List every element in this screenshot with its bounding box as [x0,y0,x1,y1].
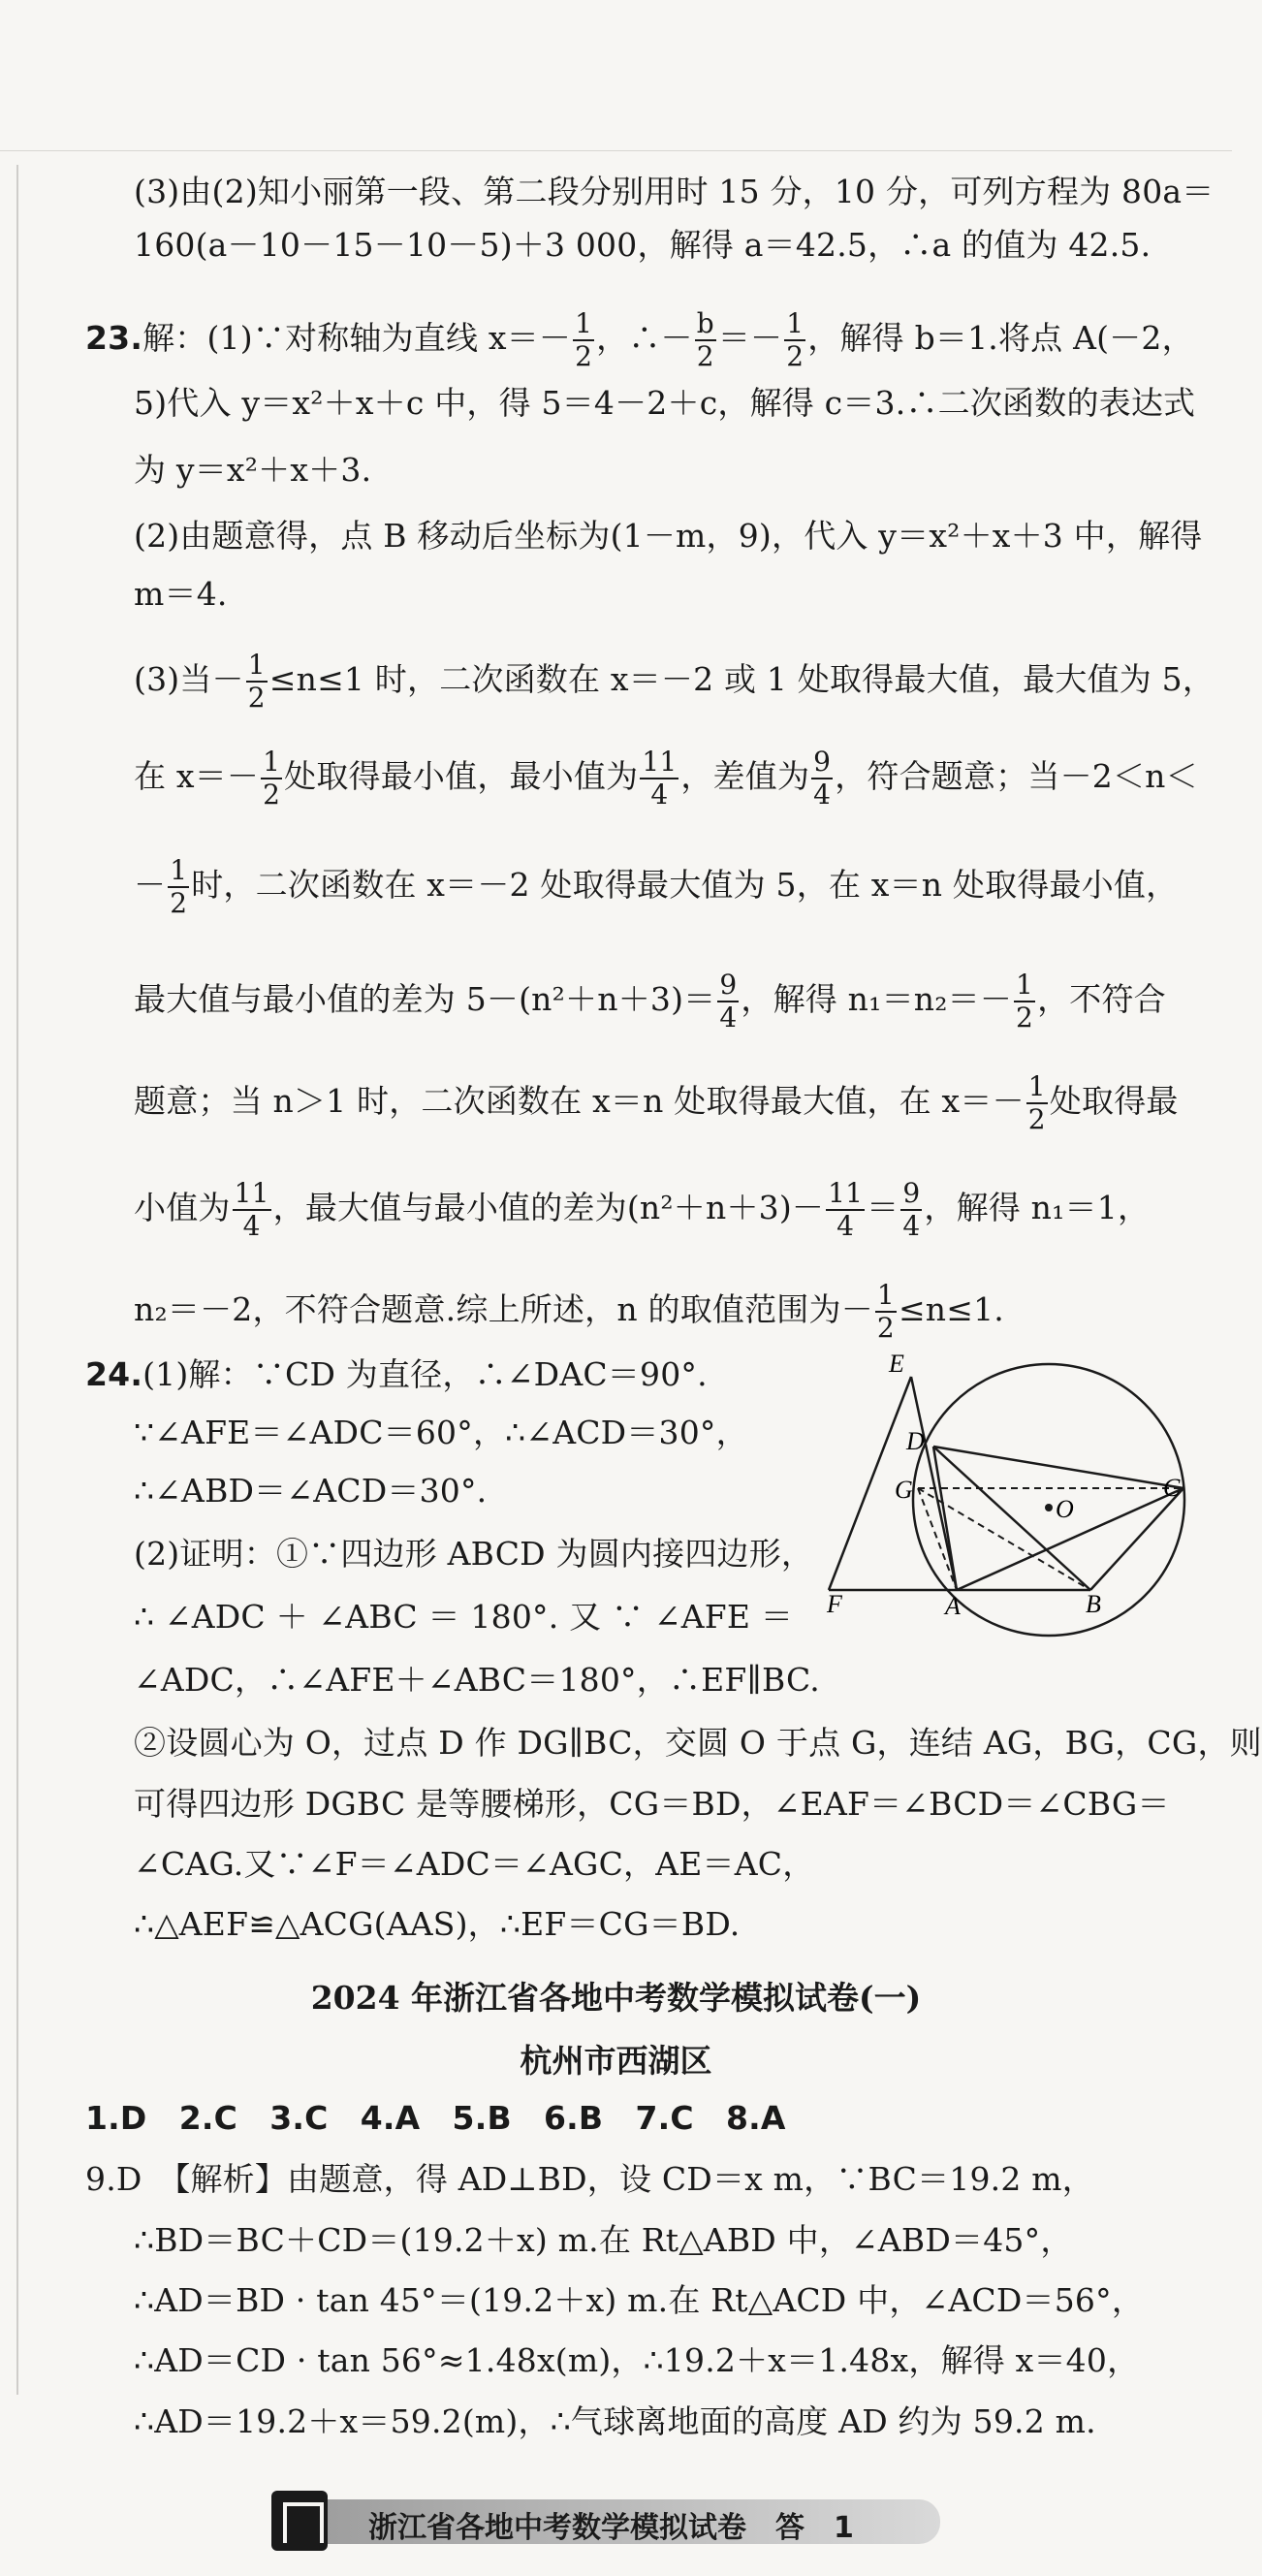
answer-key: 1.D 2.C 3.C 4.A 5.B 6.B 7.C 8.A [85,2099,786,2137]
label-g: G [895,1476,913,1504]
question-number: 24. [85,1355,143,1393]
section-subtitle: 杭州市西湖区 [520,2042,712,2080]
label-b: B [1086,1590,1101,1618]
fraction: $\frac{11}{4}$ [234,1177,269,1242]
fraction: $\frac{1}{2}$ [1016,969,1034,1034]
label-c: C [1163,1474,1181,1502]
section-title: 2024 年浙江省各地中考数学模拟试卷(一) [310,1979,922,2017]
q22-line-1: (3)由(2)知小丽第一段、第二段分别用时 15 分，10 分，可列方程为 80a＝ [134,173,1215,210]
q23-line-4: (2)由题意得，点 B 移动后坐标为(1－m，9)，代入 y＝x²＋x＋3 中，解得 [134,517,1203,555]
label-d: D [906,1427,925,1455]
fraction: $\frac{b}{2}$ [696,307,714,372]
fraction: $\frac{1}{2}$ [876,1279,895,1344]
q9-line-3: ∴AD＝BD · tan 45°＝(19.2＋x) m.在 Rt△ACD 中，∠ACD＝56°， [134,2281,1145,2319]
q9-line-4: ∴AD＝CD · tan 56°≈1.48x(m)，∴19.2＋x＝1.48x，解得 x＝40， [134,2341,1140,2379]
q23-line-5: m＝4. [134,575,228,613]
fraction: $\frac{11}{4}$ [642,746,678,811]
geometry-figure [827,1350,1187,1620]
fraction: $\frac{1}{2}$ [1027,1070,1046,1135]
question-number: 23. [85,319,143,357]
q23-line-12: n₂＝－2，不符合题意.综上所述，n 的取值范围为－ $\frac{1}{2}$ ≤n≤1. [134,1279,1004,1344]
q23-line-6: (3)当－ $\frac{1}{2}$ ≤n≤1 时，二次函数在 x＝－2 或 1 处取得最大值，最大值为 5， [134,649,1215,714]
q24-line-8: 可得四边形 DGBC 是等腰梯形，CG＝BD，∠EAF＝∠BCD＝∠CBG＝ [134,1785,1170,1823]
q23-line-2: 5)代入 y＝x²＋x＋c 中，得 5＝4－2＋c，解得 c＝3.∴二次函数的表达式 [134,384,1196,422]
q24-line-6: ∠ADC，∴∠AFE＋∠ABC＝180°，∴EF∥BC. [134,1661,820,1699]
q23-line-11: 小值为 $\frac{11}{4}$ ，最大值与最小值的差为(n²＋n＋3)－ $\frac{11}{4}$ ＝ $\frac{9}{4}$ ，解得 n₁＝1， [134,1177,1151,1242]
fraction: $\frac{9}{4}$ [719,969,738,1034]
label-e: E [889,1350,904,1378]
top-rule [0,150,1232,151]
q23-line-3: 为 y＝x²＋x＋3. [134,451,372,489]
fraction: $\frac{11}{4}$ [828,1177,864,1242]
q23-line-7: 在 x＝－ $\frac{1}{2}$ 处取得最小值，最小值为 $\frac{11}{4}$ ，差值为 $\frac{9}{4}$ ，符合题意；当－2＜n＜ [134,746,1198,811]
q9-line-2: ∴BD＝BC＋CD＝(19.2＋x) m.在 Rt△ABD 中，∠ABD＝45°， [134,2221,1073,2259]
q24-line-10: ∴△AEF≌△ACG(AAS)，∴EF＝CG＝BD. [134,1905,741,1943]
fraction: $\frac{9}{4}$ [813,746,832,811]
q23-line-1: 23.解：(1)∵对称轴为直线 x＝－ $\frac{1}{2}$ ，∴－ $\frac{b}{2}$ ＝－ $\frac{1}{2}$ ，解得 b＝1.将点 A(－2， [85,307,1194,372]
fraction: $\frac{1}{2}$ [263,746,281,811]
q24-line-7: ②设圆心为 O，过点 D 作 DG∥BC，交圆 O 于点 G，连结 AG，BG，CG，则 [134,1724,1262,1762]
q22-line-2: 160(a－10－15－10－5)＋3 000，解得 a＝42.5，∴a 的值为 42.5. [134,226,1152,264]
label-f: F [827,1590,842,1618]
q23-line-8: － $\frac{1}{2}$ 时，二次函数在 x＝－2 处取得最大值为 5，在 x＝n 处取得最小值， [134,854,1179,919]
footer-text: 浙江省各地中考数学模拟试卷 答 1 [368,2511,854,2545]
q24-line-9: ∠CAG.又∵∠F＝∠ADC＝∠AGC，AE＝AC， [134,1845,815,1883]
q24-line-5: ∴ ∠ADC ＋ ∠ABC ＝ 180°. 又 ∵ ∠AFE ＝ [134,1598,794,1636]
q23-line-10: 题意；当 n＞1 时，二次函数在 x＝n 处取得最大值，在 x＝－ $\frac{1}{2}$ 处取得最 [134,1070,1179,1135]
logo-icon [271,2491,328,2551]
q24-line-1: 24.(1)解：∵CD 为直径，∴∠DAC＝90°. [85,1355,708,1393]
q24-line-3: ∴∠ABD＝∠ACD＝30°. [134,1472,488,1510]
q9-line-5: ∴AD＝19.2＋x＝59.2(m)，∴气球离地面的高度 AD 约为 59.2 m. [134,2402,1096,2440]
q24-line-2: ∵∠AFE＝∠ADC＝60°，∴∠ACD＝30°， [134,1414,748,1451]
q9-line-1: 9.D 【解析】由题意，得 AD⊥BD，设 CD＝x m，∵BC＝19.2 m， [85,2160,1094,2198]
label-a: A [945,1592,961,1620]
q23-line-9: 最大值与最小值的差为 5－(n²＋n＋3)＝ $\frac{9}{4}$ ，解得 n₁＝n₂＝－ $\frac{1}{2}$ ，不符合 [134,969,1166,1034]
fraction: $\frac{1}{2}$ [170,854,188,919]
fraction: $\frac{1}{2}$ [786,307,805,372]
fraction: $\frac{9}{4}$ [902,1177,921,1242]
fraction: $\frac{1}{2}$ [247,649,266,714]
label-o: O [1056,1495,1074,1523]
q24-line-4: (2)证明：①∵四边形 ABCD 为圆内接四边形， [134,1535,814,1573]
fraction: $\frac{1}{2}$ [575,307,593,372]
